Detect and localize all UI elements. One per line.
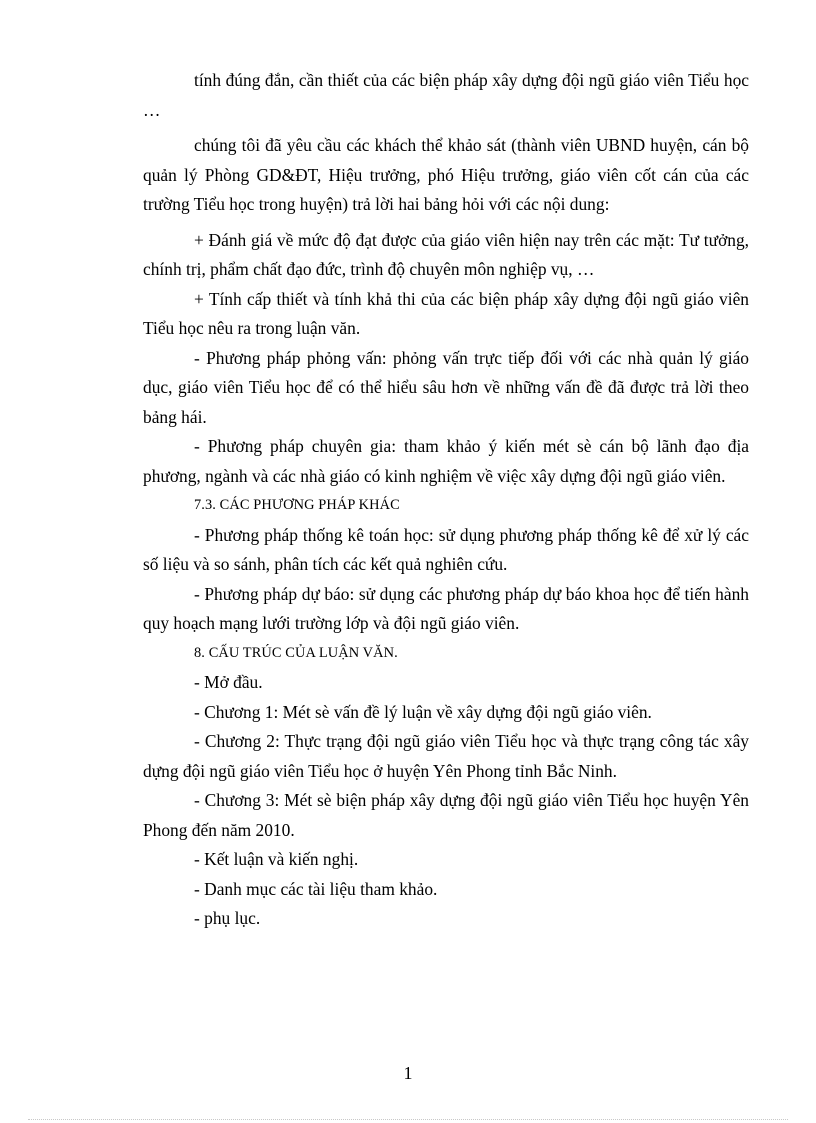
paragraph-interview-method: - Phương pháp phỏng vấn: phỏng vấn trực tiếp đối với các nhà quản lý giáo dục, giáo viên Tiểu học để có thể hiểu sâu hơn về những vấn đề đã được trả lời theo bảng hái. <box>143 347 749 427</box>
section-heading-8: 8. CẤU TRÚC CỦA LUẬN VĂN. <box>194 644 398 661</box>
paragraph-survey-item-2: + Tính cấp thiết và tính khả thi của các biện pháp xây dựng đội ngũ giáo viên Tiểu học nêu ra trong luận văn. <box>143 288 749 338</box>
paragraph-statistics-method: - Phương pháp thống kê toán học: sử dụng phương pháp thống kê để xử lý các số liệu và so sánh, phân tích các kết quả nghiên cứu. <box>143 524 749 574</box>
paragraph-survey-intro: chúng tôi đã yêu cầu các khách thể khảo sát (thành viên UBND huyện, cán bộ quản lý Phòng GD&ĐT, Hiệu trưởng, phó Hiệu trưởng, giáo viên cốt cán của các trường Tiểu học trong huyện) trả lời hai bảng hỏi với các nội dung: <box>143 135 749 214</box>
page-bottom-divider <box>28 1119 788 1120</box>
structure-item-chapter-2: - Chương 2: Thực trạng đội ngũ giáo viên Tiểu học và thực trạng công tác xây dựng đội ngũ giáo viên Tiểu học ở huyện Yên Phong tỉnh Bắc Ninh. <box>143 731 749 781</box>
paragraph-expert-method: - Phương pháp chuyên gia: tham khảo ý kiến mét sè cán bộ lãnh đạo địa phương, ngành và các nhà giáo có kinh nghiệm về việc xây dựng đội ngũ giáo viên. <box>143 436 749 486</box>
structure-item-chapter-3: - Chương 3: Mét sè biện pháp xây dựng đội ngũ giáo viên Tiểu học huyện Yên Phong đến năm 2010. <box>143 790 749 840</box>
paragraph-survey-item-1: + Đánh giá về mức độ đạt được của giáo viên hiện nay trên các mặt: Tư tưởng, chính trị, phẩm chất đạo đức, trình độ chuyên môn nghiệp vụ, … <box>143 229 749 279</box>
paragraph-forecast-method: - Phương pháp dự báo: sử dụng các phương pháp dự báo khoa học để tiến hành quy hoạch mạng lưới trường lớp và đội ngũ giáo viên. <box>143 583 749 633</box>
structure-item-appendix: - phụ lục. <box>194 908 261 928</box>
structure-item-references: - Danh mục các tài liệu tham khảo. <box>194 878 438 899</box>
paragraph-continuation: tính đúng đắn, cần thiết của các biện pháp xây dựng đội ngũ giáo viên Tiểu học … <box>143 70 749 120</box>
section-heading-7-3: 7.3. CÁC PHƯƠNG PHÁP KHÁC <box>194 497 400 513</box>
page-body <box>143 66 749 934</box>
structure-item-chapter-1: - Chương 1: Mét sè vấn đề lý luận về xây dựng đội ngũ giáo viên. <box>194 701 652 722</box>
structure-item-conclusion: - Kết luận và kiến nghị. <box>194 849 359 869</box>
page-number: 1 <box>403 1063 413 1083</box>
structure-item-intro: - Mở đầu. <box>194 672 263 692</box>
